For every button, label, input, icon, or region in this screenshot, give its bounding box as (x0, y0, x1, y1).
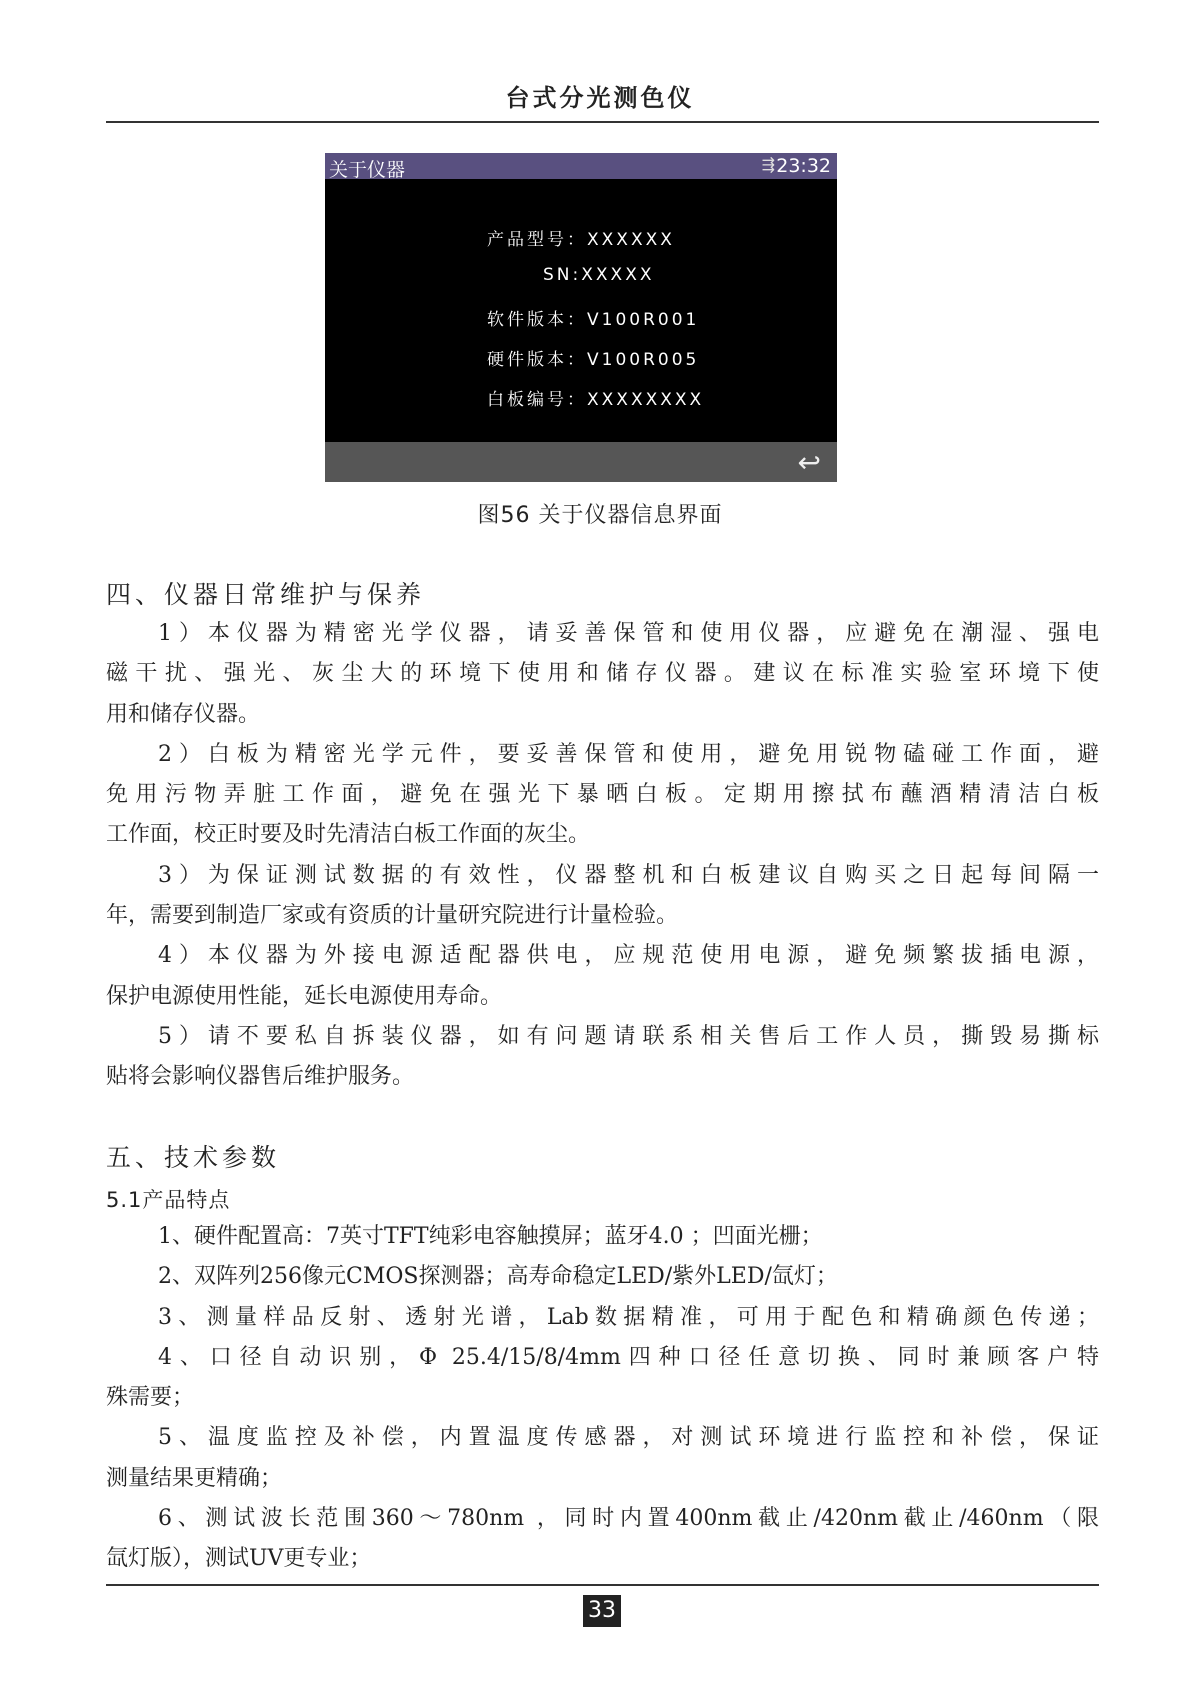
text-line: 4、口径自动识别，Φ 25.4/15/8/4mm四种口径任意切换、同时兼顾客户特 (158, 1344, 1099, 1370)
info-label: 白板编号： (487, 390, 587, 410)
subsection-heading-features: 5.1产品特点 (106, 1188, 231, 1212)
info-value: XXXXX (581, 265, 655, 285)
text-line: 磁干扰、强光、灰尘大的环境下使用和储存仪器。建议在标准实验室环境下使 (106, 661, 1099, 687)
screen-title-bar (325, 153, 837, 179)
info-label: 硬件版本： (487, 350, 587, 370)
maintenance-paragraphs (106, 614, 1099, 1098)
info-label: SN: (543, 265, 582, 285)
back-arrow-icon[interactable]: ↩ (797, 446, 821, 479)
info-value: V100R001 (587, 310, 700, 330)
device-screen-about (325, 153, 837, 482)
screen-title: 关于仪器 (329, 159, 406, 181)
page-number: 33 (583, 1595, 621, 1627)
usb-icon: ⇶ (761, 155, 775, 174)
document-header-title: 台式分光测色仪 (505, 84, 695, 112)
features-list (106, 1217, 1099, 1580)
footer-rule (106, 1584, 1099, 1586)
section-heading-maintenance: 四、仪器日常维护与保养 (106, 580, 426, 609)
text-line: 2）白板为精密光学元件，要妥善保管和使用，避免用锐物磕碰工作面，避 (158, 741, 1099, 767)
text-line: 1、硬件配置高：7英寸TFT纯彩电容触摸屏；蓝牙4.0 ；凹面光栅； (158, 1224, 823, 1249)
text-line: 保护电源使用性能，延长电源使用寿命。 (106, 983, 503, 1009)
text-line: 测量结果更精确； (106, 1465, 283, 1491)
header-rule (106, 121, 1099, 123)
text-line: 3）为保证测试数据的有效性，仪器整机和白板建议自购买之日起每间隔一 (158, 862, 1099, 888)
text-line: 6、测试波长范围360～780nm ，同时内置400nm截止/420nm截止/460nm（限 (158, 1506, 1099, 1532)
info-label: 软件版本： (487, 310, 587, 330)
text-line: 年，需要到制造厂家或有资质的计量研究院进行计量检验。 (106, 903, 679, 929)
text-line: 2、双阵列256像元CMOS探测器；高寿命稳定LED/紫外LED/氙灯； (158, 1264, 838, 1290)
text-line: 3、测量样品反射、透射光谱，Lab数据精准，可用于配色和精确颜色传递； (158, 1304, 1099, 1330)
text-line: 1）本仪器为精密光学仪器，请妥善保管和使用仪器，应避免在潮湿、强电 (158, 621, 1099, 646)
text-line: 用和储存仪器。 (106, 701, 261, 727)
figure-caption: 图56 关于仪器信息界面 (477, 503, 723, 528)
text-line: 4）本仪器为外接电源适配器供电，应规范使用电源，避免频繁拔插电源， (158, 943, 1099, 969)
text-line: 氙灯版），测试UV更专业； (106, 1546, 372, 1572)
text-line: 殊需要； (106, 1385, 195, 1411)
section-heading-specs: 五、技术参数 (106, 1143, 281, 1172)
info-value: XXXXXXXX (587, 390, 705, 410)
text-line: 工作面，校正时要及时先清洁白板工作面的灰尘。 (106, 822, 591, 848)
text-line: 免用污物弄脏工作面，避免在强光下暴晒白板。定期用擦拭布蘸酒精清洁白板 (106, 782, 1099, 808)
text-line: 5、温度监控及补偿，内置温度传感器，对测试环境进行监控和补偿，保证 (158, 1425, 1099, 1451)
text-line: 贴将会影响仪器售后维护服务。 (106, 1064, 415, 1090)
info-label: 产品型号： (487, 230, 587, 250)
screen-clock: 23:32 (776, 155, 831, 177)
text-line: 5）请不要私自拆装仪器，如有问题请联系相关售后工作人员，撕毁易撕标 (158, 1023, 1099, 1049)
info-value: XXXXXX (587, 230, 675, 250)
screen-bottom-bar (325, 442, 837, 482)
info-value: V100R005 (587, 350, 700, 370)
